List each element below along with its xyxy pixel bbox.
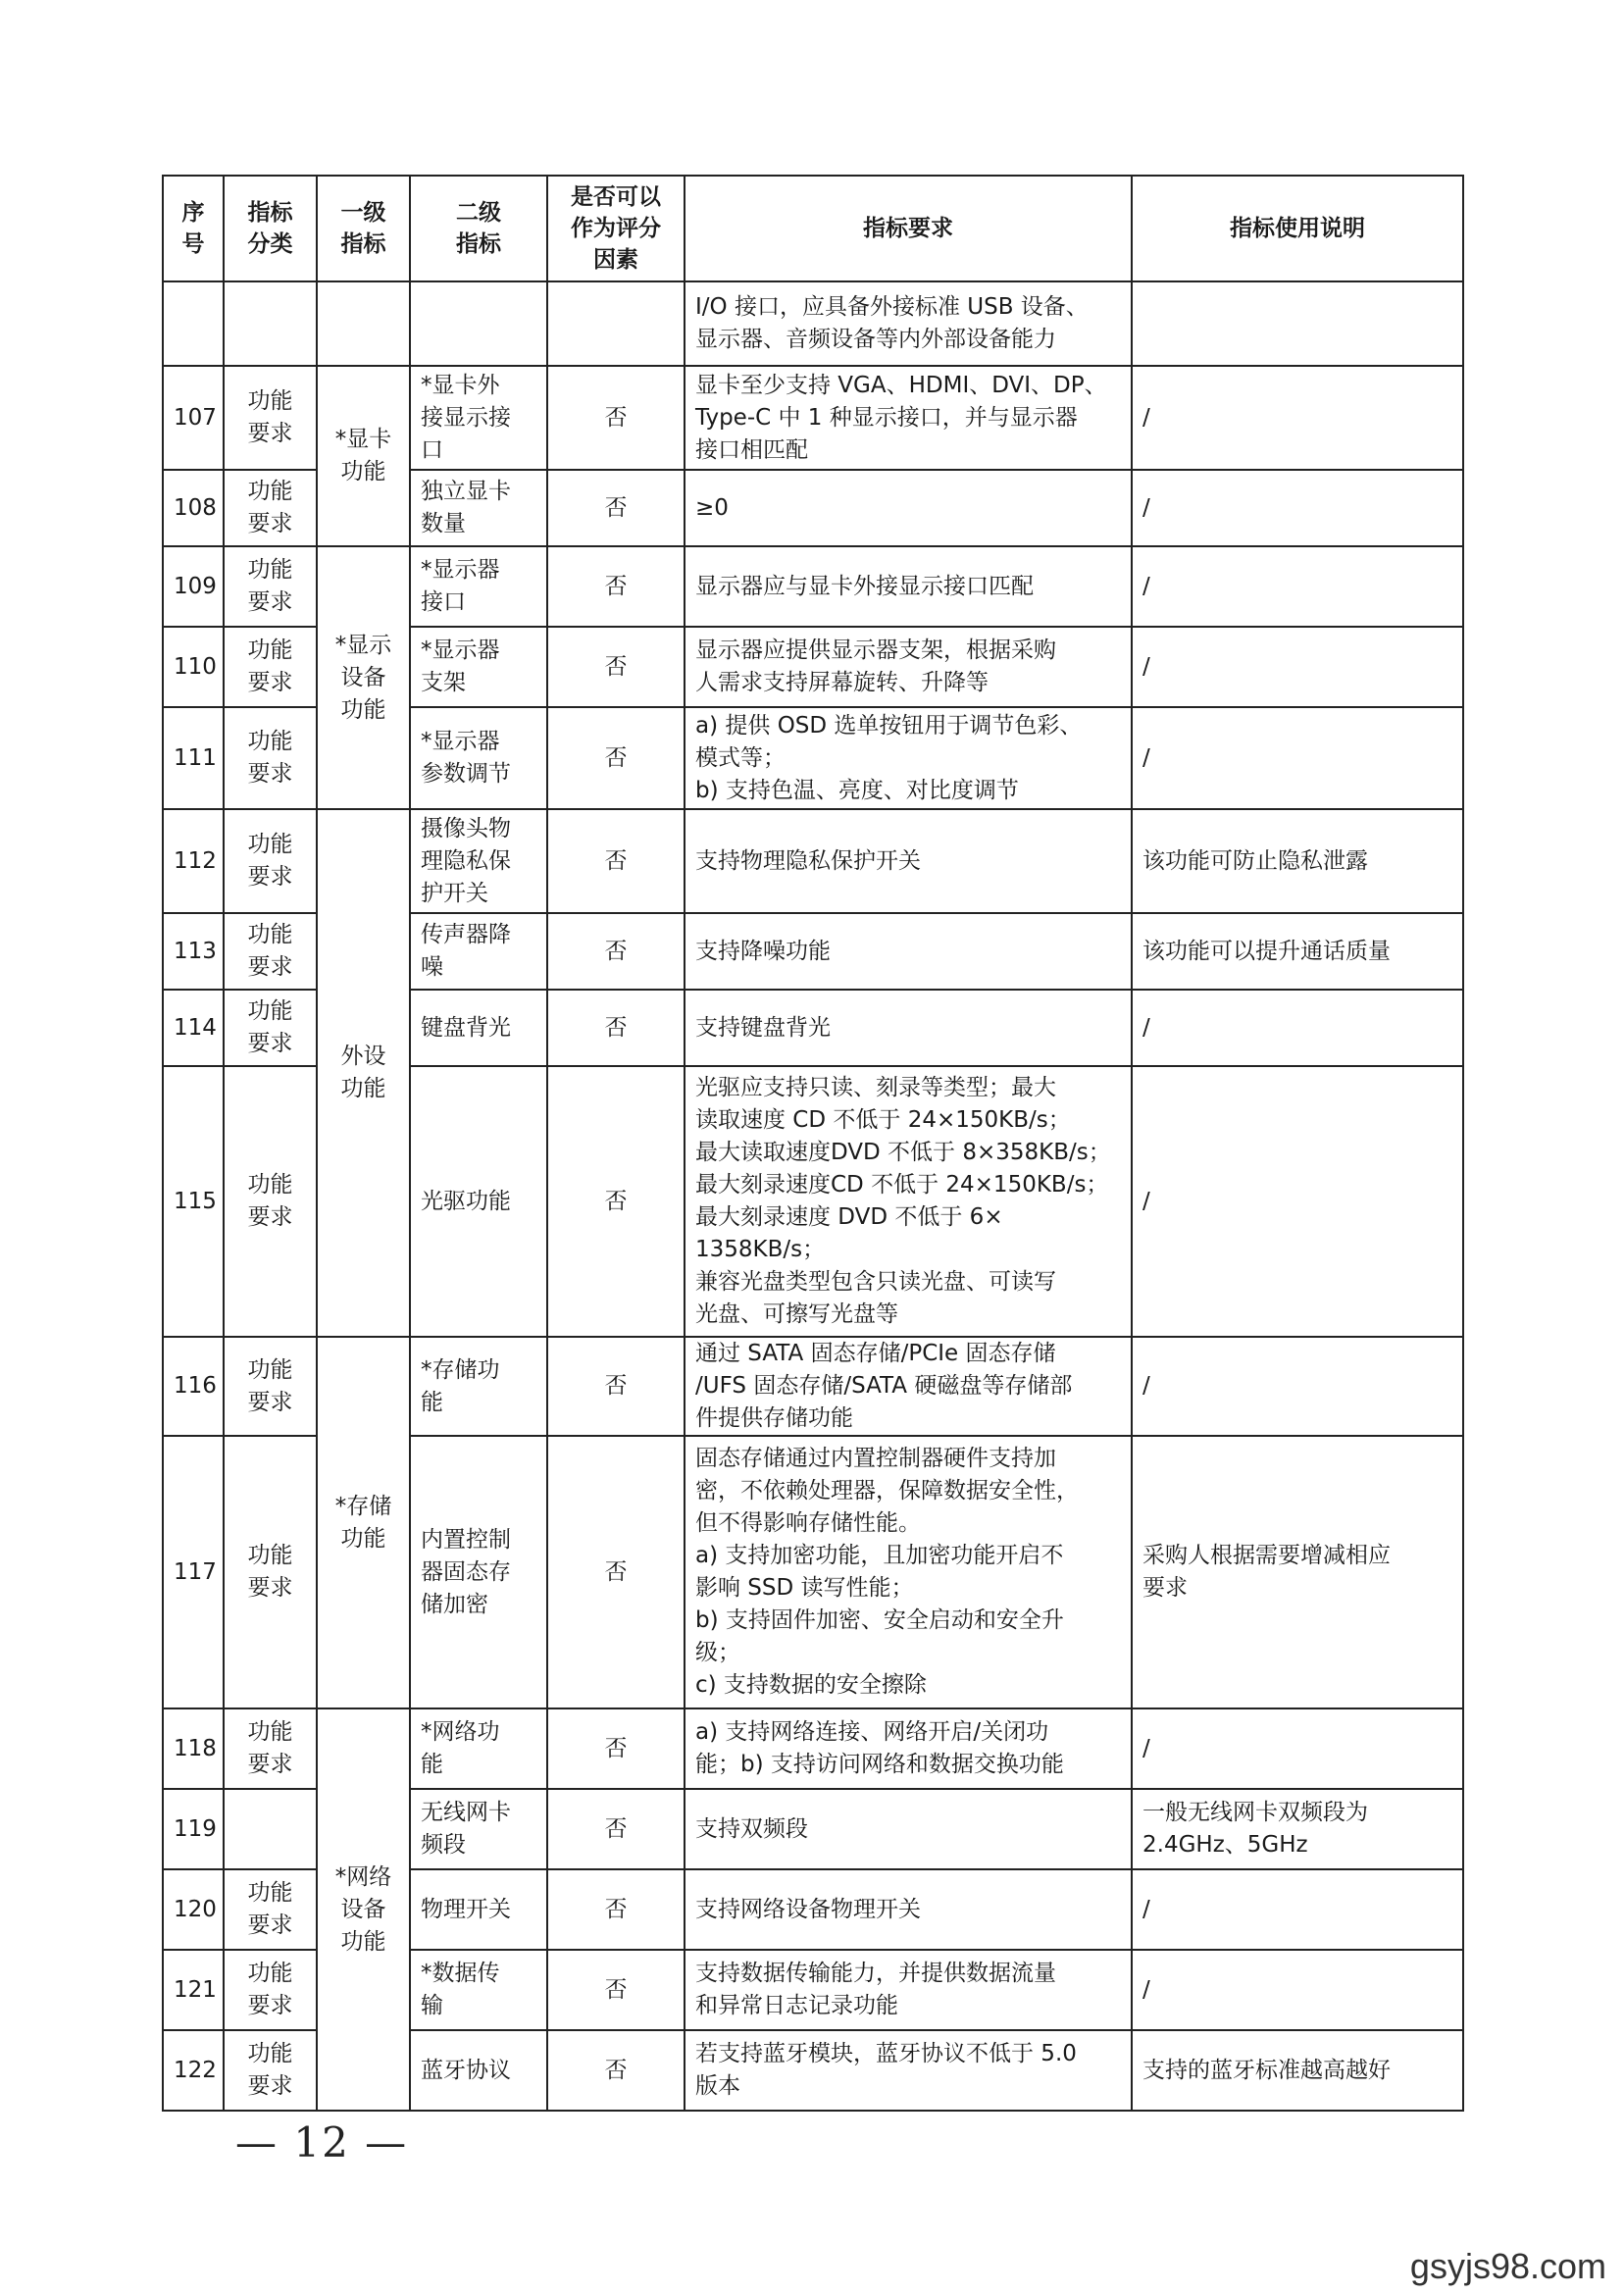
cell-requirement: 通过 SATA 固态存储/PCIe 固态存储 /UFS 固态存储/SATA 硬磁盘等存储部 件提供存储功能	[685, 1337, 1132, 1436]
cell-category: 功能 要求	[224, 990, 317, 1066]
cell-note: /	[1132, 1708, 1463, 1789]
cell-requirement: 支持网络设备物理开关	[685, 1869, 1132, 1950]
cell-scoring: 否	[547, 913, 685, 990]
cell-requirement: 支持双频段	[685, 1789, 1132, 1869]
cell-requirement: 显示器应提供显示器支架，根据采购 人需求支持屏幕旋转、升降等	[685, 627, 1132, 707]
cell-scoring: 否	[547, 1950, 685, 2030]
cell-scoring: 否	[547, 627, 685, 707]
cell-note: /	[1132, 627, 1463, 707]
cell-category: 功能 要求	[224, 470, 317, 546]
cell-note: /	[1132, 707, 1463, 809]
header-requirement: 指标要求	[685, 176, 1132, 281]
cell-no: 120	[163, 1869, 224, 1950]
header-level2: 二级 指标	[410, 176, 547, 281]
cell-category: 功能 要求	[224, 1869, 317, 1950]
cell-scoring: 否	[547, 707, 685, 809]
cell-no: 108	[163, 470, 224, 546]
cell-requirement: a) 支持网络连接、网络开启/关闭功 能；b) 支持访问网络和数据交换功能	[685, 1708, 1132, 1789]
cell-scoring: 否	[547, 366, 685, 470]
cell-empty	[1132, 281, 1463, 366]
cell-level2: *显卡外 接显示接 口	[410, 366, 547, 470]
cell-no: 111	[163, 707, 224, 809]
cell-category: 功能 要求	[224, 707, 317, 809]
watermark-text: gsyjs98.com	[1409, 2246, 1606, 2286]
cell-no: 117	[163, 1436, 224, 1708]
cell-level2: *显示器 参数调节	[410, 707, 547, 809]
table-row	[163, 1708, 1463, 1789]
cell-level2: *存储功 能	[410, 1337, 547, 1436]
cell-level1-peripheral: 外设 功能	[317, 809, 410, 1337]
cell-scoring: 否	[547, 546, 685, 627]
cell-scoring: 否	[547, 2030, 685, 2111]
cell-no: 121	[163, 1950, 224, 2030]
cell-no: 114	[163, 990, 224, 1066]
cell-level2: 无线网卡 频段	[410, 1789, 547, 1869]
cell-scoring: 否	[547, 1337, 685, 1436]
cell-note: 采购人根据需要增减相应 要求	[1132, 1436, 1463, 1708]
header-row	[163, 176, 1463, 281]
cell-no: 107	[163, 366, 224, 470]
header-no: 序 号	[163, 176, 224, 281]
cell-level1-display-device: *显示 设备 功能	[317, 546, 410, 809]
cell-level2: 光驱功能	[410, 1066, 547, 1337]
cell-requirement: 支持数据传输能力，并提供数据流量 和异常日志记录功能	[685, 1950, 1132, 2030]
cell-note: 该功能可以提升通话质量	[1132, 913, 1463, 990]
cell-note: /	[1132, 1869, 1463, 1950]
cell-empty	[317, 281, 410, 366]
cell-level1-display-card: *显卡 功能	[317, 366, 410, 546]
cell-empty	[547, 281, 685, 366]
cell-scoring: 否	[547, 1708, 685, 1789]
cell-no: 112	[163, 809, 224, 913]
cell-category: 功能 要求	[224, 627, 317, 707]
header-scoring: 是否可以 作为评分 因素	[547, 176, 685, 281]
cell-no: 118	[163, 1708, 224, 1789]
cell-category: 功能 要求	[224, 366, 317, 470]
cell-empty	[163, 281, 224, 366]
cell-requirement: 若支持蓝牙模块，蓝牙协议不低于 5.0 版本	[685, 2030, 1132, 2111]
header-note: 指标使用说明	[1132, 176, 1463, 281]
cell-requirement: 固态存储通过内置控制器硬件支持加 密，不依赖处理器，保障数据安全性， 但不得影响存储性能。 a) 支持加密功能，且加密功能开启不 影响 SSD 读写性能； b) 支持固件加密、安全启动和安全升 级； c) 支持数据的安全擦除	[685, 1436, 1132, 1708]
cell-requirement: 显示器应与显卡外接显示接口匹配	[685, 546, 1132, 627]
cell-level2: 蓝牙协议	[410, 2030, 547, 2111]
cell-scoring: 否	[547, 1869, 685, 1950]
cell-note: /	[1132, 1337, 1463, 1436]
cell-note: 该功能可防止隐私泄露	[1132, 809, 1463, 913]
cell-level2: *数据传 输	[410, 1950, 547, 2030]
cell-level2: 独立显卡 数量	[410, 470, 547, 546]
cell-scoring: 否	[547, 1066, 685, 1337]
cell-level2: *网络功 能	[410, 1708, 547, 1789]
cell-level2: *显示器 接口	[410, 546, 547, 627]
cell-level2: *显示器 支架	[410, 627, 547, 707]
cell-requirement: ≥0	[685, 470, 1132, 546]
cell-scoring: 否	[547, 809, 685, 913]
cell-empty	[224, 281, 317, 366]
cell-note: 支持的蓝牙标准越高越好	[1132, 2030, 1463, 2111]
cell-category: 功能 要求	[224, 1436, 317, 1708]
cell-requirement: 支持键盘背光	[685, 990, 1132, 1066]
cell-level2: 键盘背光	[410, 990, 547, 1066]
cell-requirement: I/O 接口，应具备外接标准 USB 设备、 显示器、音频设备等内外部设备能力	[685, 281, 1132, 366]
table-row	[163, 366, 1463, 470]
cell-level2: 摄像头物 理隐私保 护开关	[410, 809, 547, 913]
cell-no: 109	[163, 546, 224, 627]
page-number: — 12 —	[235, 2118, 409, 2167]
table-row	[163, 546, 1463, 627]
cell-scoring: 否	[547, 1789, 685, 1869]
header-level1: 一级 指标	[317, 176, 410, 281]
cell-note: /	[1132, 546, 1463, 627]
cell-requirement: 显卡至少支持 VGA、HDMI、DVI、DP、 Type-C 中 1 种显示接口，并与显示器 接口相匹配	[685, 366, 1132, 470]
cell-note: /	[1132, 1066, 1463, 1337]
cell-category: 功能 要求	[224, 913, 317, 990]
cell-note: 一般无线网卡双频段为 2.4GHz、5GHz	[1132, 1789, 1463, 1869]
table-row-continuation	[163, 281, 1463, 366]
cell-level2: 传声器降 噪	[410, 913, 547, 990]
cell-note: /	[1132, 1950, 1463, 2030]
cell-category: 功能 要求	[224, 1950, 317, 2030]
cell-level1-network: *网络 设备 功能	[317, 1708, 410, 2111]
spec-table	[162, 175, 1464, 2112]
cell-no: 110	[163, 627, 224, 707]
cell-note: /	[1132, 366, 1463, 470]
cell-requirement: 支持物理隐私保护开关	[685, 809, 1132, 913]
cell-level1-storage: *存储 功能	[317, 1337, 410, 1708]
cell-category: 功能 要求	[224, 2030, 317, 2111]
cell-requirement: 支持降噪功能	[685, 913, 1132, 990]
cell-no: 122	[163, 2030, 224, 2111]
cell-empty	[410, 281, 547, 366]
cell-no: 119	[163, 1789, 224, 1869]
cell-note: /	[1132, 990, 1463, 1066]
cell-scoring: 否	[547, 470, 685, 546]
cell-note: /	[1132, 470, 1463, 546]
cell-scoring: 否	[547, 1436, 685, 1708]
cell-level2: 内置控制 器固态存 储加密	[410, 1436, 547, 1708]
cell-category: 功能 要求	[224, 1708, 317, 1789]
cell-requirement: 光驱应支持只读、刻录等类型；最大 读取速度 CD 不低于 24×150KB/s； 最大读取速度DVD 不低于 8×358KB/s； 最大刻录速度CD 不低于 24×150KB/s； 最大刻录速度 DVD 不低于 6× 1358KB/s； 兼容光盘类型包含只读光盘、可读写 光盘、可擦写光盘等	[685, 1066, 1132, 1337]
cell-no: 115	[163, 1066, 224, 1337]
table-row	[163, 809, 1463, 913]
cell-category: 功能 要求	[224, 546, 317, 627]
table-row	[163, 1337, 1463, 1436]
cell-category	[224, 1789, 317, 1869]
cell-category: 功能 要求	[224, 1337, 317, 1436]
cell-category: 功能 要求	[224, 809, 317, 913]
cell-no: 113	[163, 913, 224, 990]
cell-category: 功能 要求	[224, 1066, 317, 1337]
cell-no: 116	[163, 1337, 224, 1436]
cell-scoring: 否	[547, 990, 685, 1066]
header-category: 指标 分类	[224, 176, 317, 281]
cell-requirement: a) 提供 OSD 选单按钮用于调节色彩、 模式等； b) 支持色温、亮度、对比度调节	[685, 707, 1132, 809]
cell-level2: 物理开关	[410, 1869, 547, 1950]
